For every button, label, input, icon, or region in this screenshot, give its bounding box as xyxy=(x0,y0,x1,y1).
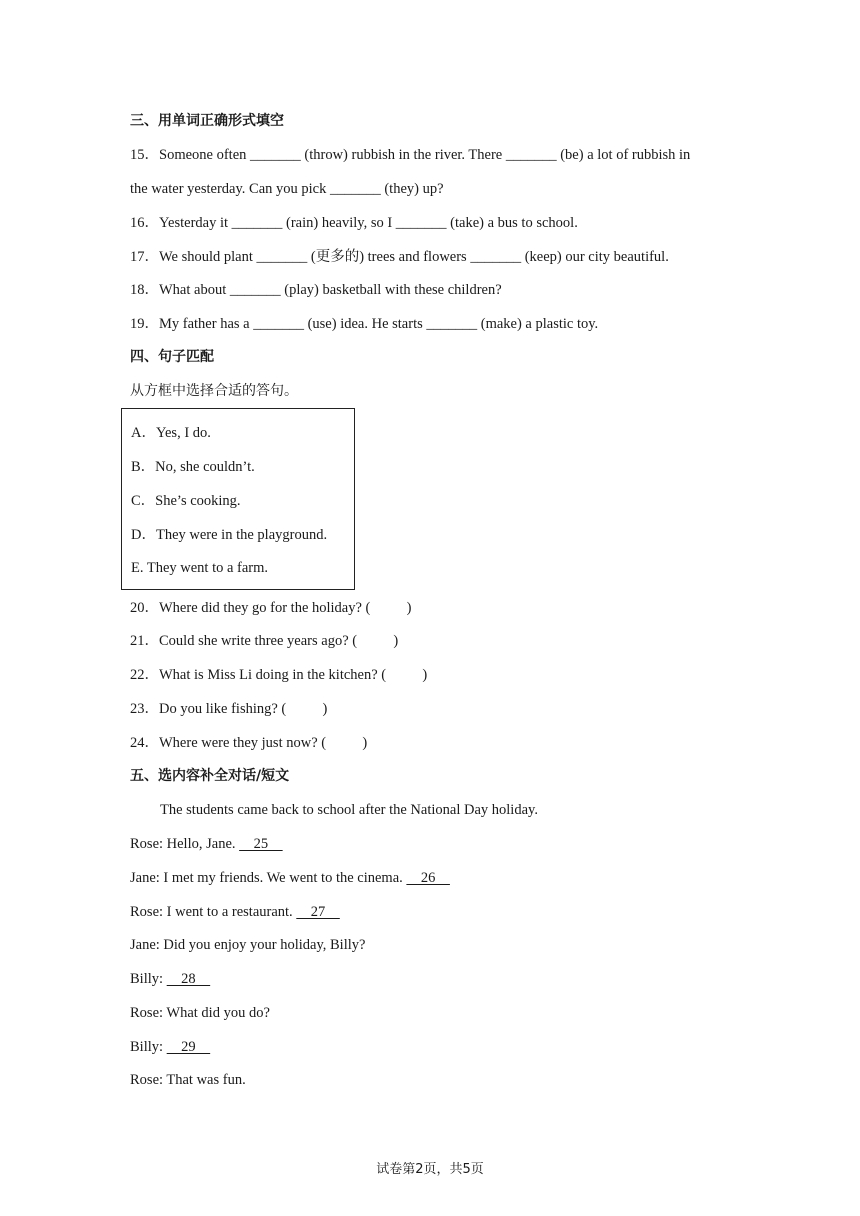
section-4-instruction: 从方框中选择合适的答句。 xyxy=(130,383,298,399)
option-c: C．She’s cooking. xyxy=(131,493,241,509)
blank-27: 27 xyxy=(296,904,340,920)
question-21: 21．Could she write three years ago? ( ) xyxy=(130,633,399,649)
dialogue-text: Billy: xyxy=(130,1039,167,1055)
dialogue-text: Rose: I went to a restaurant. xyxy=(130,904,297,920)
dialogue-line-8: Rose: That was fun. xyxy=(130,1072,246,1088)
dialogue-intro: The students came back to school after the National Day holiday. xyxy=(160,802,538,818)
question-24: 24．Where were they just now? ( ) xyxy=(130,735,368,751)
question-15-line-2: the water yesterday. Can you pick _______ (they) up? xyxy=(130,181,444,197)
section-4-title: 四、句子匹配 xyxy=(130,349,214,365)
question-22: 22．What is Miss Li doing in the kitchen? ( ) xyxy=(130,667,428,683)
question-16: 16．Yesterday it _______ (rain) heavily, so I _______ (take) a bus to school. xyxy=(130,215,578,231)
blank-26: 26 xyxy=(406,870,450,886)
dialogue-line-4: Jane: Did you enjoy your holiday, Billy? xyxy=(130,937,366,953)
dialogue-line-1 xyxy=(130,834,283,854)
dialogue-text: Billy: xyxy=(130,971,167,987)
blank-25: 25 xyxy=(239,836,283,852)
question-19: 19．My father has a _______ (use) idea. He starts _______ (make) a plastic toy. xyxy=(130,316,599,332)
dialogue-line-6: Rose: What did you do? xyxy=(130,1005,270,1021)
question-23: 23．Do you like fishing? ( ) xyxy=(130,701,328,717)
dialogue-text: Jane: I met my friends. We went to the cinema. xyxy=(130,870,407,886)
option-d: D．They were in the playground. xyxy=(131,527,328,543)
dialogue-line-2 xyxy=(130,868,450,888)
blank-28: 28 xyxy=(166,971,211,987)
options-box xyxy=(121,408,355,590)
section-5-title: 五、选内容补全对话/短文 xyxy=(130,768,290,784)
dialogue-line-5 xyxy=(130,969,210,989)
question-15-line-1: 15．Someone often _______ (throw) rubbish in the river. There _______ (be) a lot of rubbish in xyxy=(130,147,691,163)
dialogue-line-3 xyxy=(130,902,340,922)
option-b: B．No, she couldn’t. xyxy=(131,459,255,475)
question-18: 18．What about _______ (play) basketball with these children? xyxy=(130,282,502,298)
section-3-title: 三、用单词正确形式填空 xyxy=(130,113,284,129)
option-e: E. They went to a farm. xyxy=(131,560,269,576)
question-17: 17．We should plant _______ (更多的) trees and flowers _______ (keep) our city beautiful. xyxy=(130,249,669,265)
dialogue-text: Rose: Hello, Jane. xyxy=(130,836,240,852)
question-20: 20．Where did they go for the holiday? ( ) xyxy=(130,600,412,616)
dialogue-line-7 xyxy=(130,1037,210,1057)
page-footer: 试卷第2页，共5页 xyxy=(376,1162,484,1177)
blank-29: 29 xyxy=(166,1039,211,1055)
option-a: A．Yes, I do. xyxy=(131,425,211,441)
